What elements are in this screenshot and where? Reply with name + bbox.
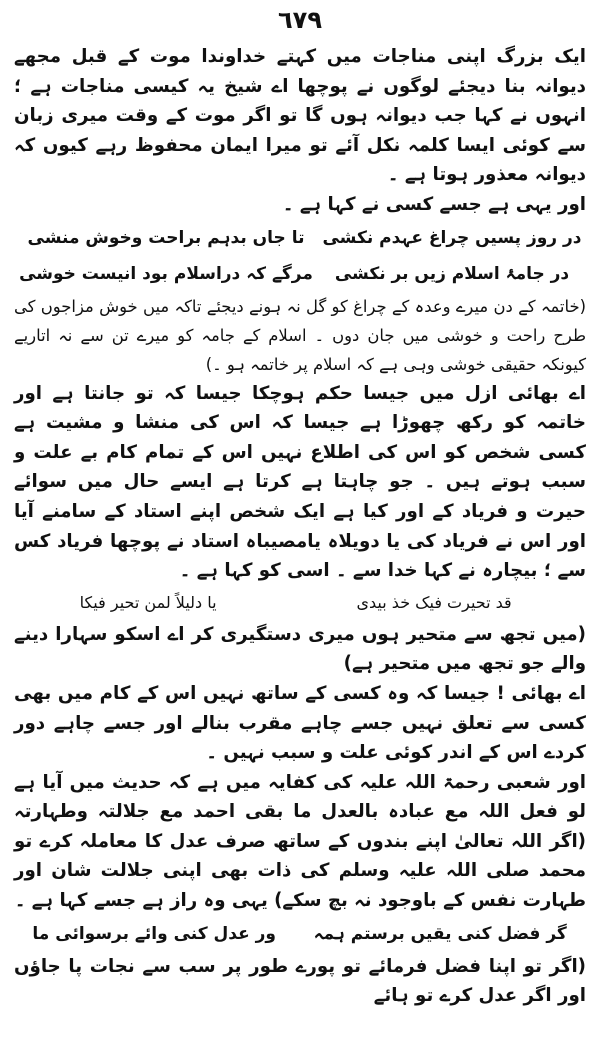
verse-hemistich: قد تحیرت فیک خذ بیدی <box>356 593 512 613</box>
paragraph-5-translation: (میں تجھ سے متحیر ہوں میری دستگیری کر اے اسکو سہارا دینے والے جو تجھ میں متحیر ہے) <box>14 623 586 675</box>
paragraph-2: اور یہی ہے جسے کسی نے کہا ہے ۔ <box>282 193 586 215</box>
arabic-verse <box>14 586 586 620</box>
persian-verse-2 <box>14 916 586 952</box>
paragraph-6: اے بھائی ! جیسا کہ وہ کسی کے ساتھ نہیں اس کے کام میں بھی کسی سے تعلق نہیں جسے چاہے مقرب بنالے اور جسے چاہے دور کردے اس کے اندر کوئی علت و سبب نہیں ۔ <box>14 682 586 764</box>
verse-line <box>14 916 586 952</box>
verse-hemistich: یا دلیلاً لمن تحیر فیکا <box>79 593 217 613</box>
verse-hemistich: در جامۂ اسلام زیں بر نکشی <box>334 264 570 285</box>
persian-verse-1 <box>14 220 586 292</box>
verse-hemistich: تا جاں بدہم براحت وخوش منشی <box>27 228 305 249</box>
verse-hemistich: مرگے کہ دراسلام بود انیست خوشی <box>19 264 313 285</box>
verse-line <box>14 220 586 256</box>
verse-line <box>14 256 586 292</box>
verse-hemistich: ور عدل کنی وائے برسوائی ما <box>32 924 276 945</box>
verse-hemistich: در روز پسیں چراغ عہدم نکشی <box>322 228 582 249</box>
page-number: ٦٧٩ <box>278 6 322 34</box>
paragraph-4: اے بھائی ازل میں جیسا حکم ہوچکا جیسا کہ تو جانتا ہے اور خاتمہ کو رکھ چھوڑا ہے جیسا کہ اس کی منشا و مشیت ہے کسی شخص کو اس کی اطلاع نہیں اس کے تمام کام بے علت و سبب ہوتے ہیں ۔ جو چاہتا ہے کرتا ہے ایسے حال میں سوائے حیرت و فریاد کے اور کیا ہے ایک شخص اپنے استاد کے سامنے آیا اور اس نے فریاد کی یا دویلاہ یامصیباہ استاد نے پوچھا فریاد کس سے ؛ بیچارہ نے کہا خدا سے ۔ اسی کو کہا ہے ۔ <box>14 382 586 582</box>
paragraph-8-translation: (اگر تو اپنا فضل فرمائے تو پورے طور پر سب سے نجات پا جاؤں اور اگر عدل کرے تو ہائے <box>14 955 586 1007</box>
page-content <box>14 42 586 1011</box>
paragraph-1: ایک بزرگ اپنی مناجات میں کہتے خداوندا موت کے قبل مجھے دیوانہ بنا دیجئے لوگوں نے پوچھا اے شیخ یہ کیسی مناجات ہے ؛ انہوں نے کہا جب دیوانہ ہوں گا تو اگر موت کے وقت میری زبان سے کوئی ایسا کلمہ نکل آئے تو میرا ایمان محفوظ رہے کیوں کہ دیوانہ معذور ہوتا ہے ۔ <box>14 46 586 186</box>
paragraph-7: اور شعبی رحمۃ اللہ علیہ کی کفایہ میں ہے کہ حدیث میں آیا ہے لو فعل اللہ مع عبادہ بالعدل ما بقی احمد مع جلالتہ وطہارتہ (اگر اللہ تعالیٰ اپنے بندوں کے ساتھ صرف عدل کا معاملہ کرے تو محمد صلی اللہ علیہ وسلم کی ذات بھی اپنی جلالت شان اور طہارت نفس کے باوجود نہ بچ سکے) یہی وہ راز ہے جسے کہا ہے ۔ <box>14 771 586 912</box>
paragraph-3-translation: (خاتمہ کے دن میرے وعدہ کے چراغ کو گل نہ ہونے دیجئے تاکہ میں خوش مزاجوں کی طرح راحت و خوشی میں جان دوں ۔ اسلام کے جامہ کو میرے تن سے نہ اتاریے کیونکہ حقیقی خوشی وہی ہے کہ اسلام پر خاتمہ ہو ۔) <box>14 296 586 374</box>
verse-line <box>14 586 586 620</box>
verse-hemistich: گر فضل کنی یقیں برستم ہمہ <box>313 924 567 945</box>
